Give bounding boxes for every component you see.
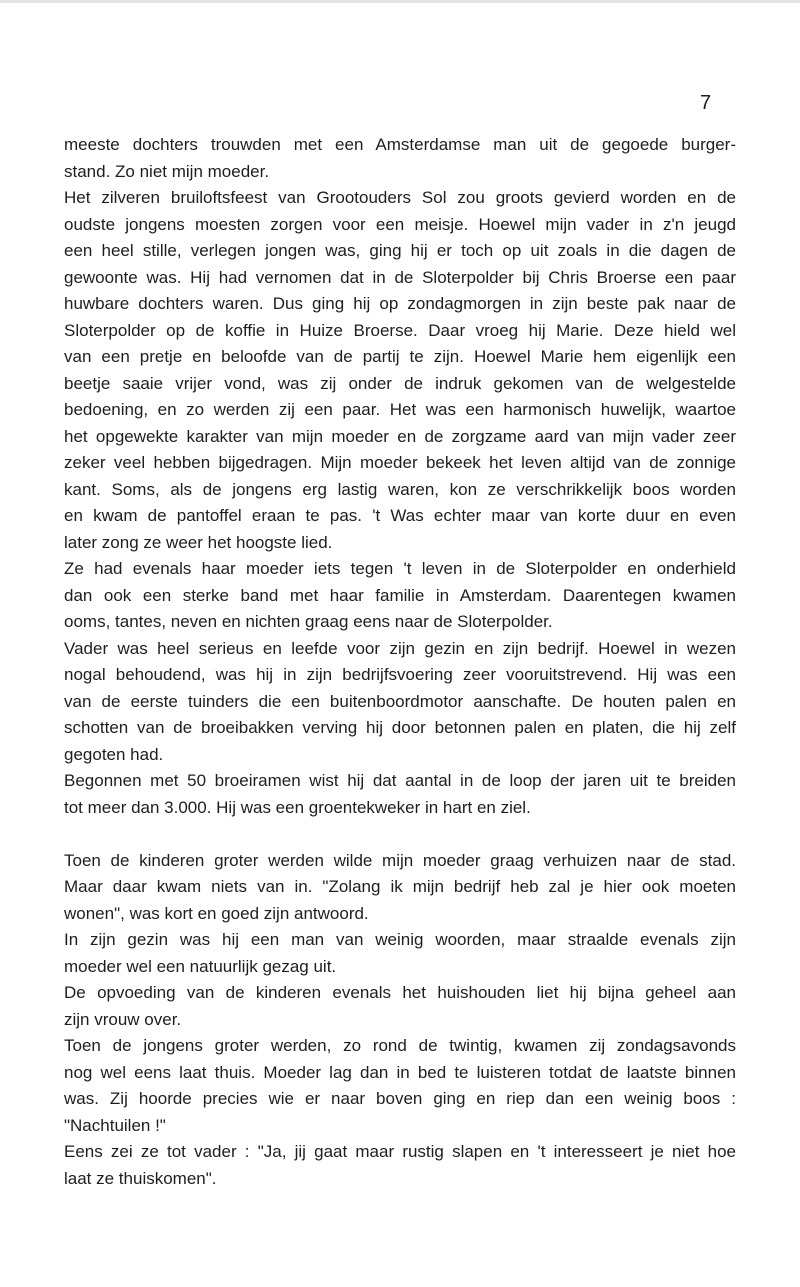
paragraph [64,1139,736,1192]
text-line: moeder wel een natuurlijk gezag uit. [64,956,337,976]
body-text [64,132,736,1192]
text-line: was. Zij hoorde precies wie er naar boven ging en riep dan een weinig boos : [64,1089,736,1108]
page-number: 7 [700,92,712,114]
text-line: later zong ze weer het hoogste lied. [64,532,333,552]
text-line: gewoonte was. Hij had vernomen dat in de Sloterpolder bij Chris Broerse een paar [64,267,736,287]
text-line: wonen", was kort en goed zijn antwoord. [64,903,369,923]
text-line: een heel stille, verlegen jongen was, ging hij er toch op uit zoals in die dagen de [64,241,736,260]
text-line: Het zilveren bruiloftsfeest van Grootouders Sol zou groots gevierd worden en de [64,188,736,207]
text-line: tot meer dan 3.000. Hij was een groentekweker in hart en ziel. [64,797,531,817]
text-line: en kwam de pantoffel eraan te pas. 't Was echter maar van korte duur en even [64,506,736,525]
text-line: Vader was heel serieus en leefde voor zijn gezin en zijn bedrijf. Hoewel in wezen [64,638,736,658]
text-line: beetje saaie vrijer vond, was zij onder de indruk gekomen van de welgestelde [64,373,736,393]
paragraph [64,636,736,769]
text-line: Ze had evenals haar moeder iets tegen 't leven in de Sloterpolder en onderhield [64,559,736,578]
text-line: meeste dochters trouwden met een Amsterdamse man uit de gegoede burger- [64,135,736,154]
text-line: Toen de kinderen groter werden wilde mijn moeder graag verhuizen naar de stad. [64,850,736,870]
text-line: oudste jongens moesten zorgen voor een meisje. Hoewel mijn vader in z'n jeugd [64,214,736,234]
paragraph [64,980,736,1033]
page-top-edge [0,0,800,3]
text-line: gegoten had. [64,744,164,764]
text-line: Begonnen met 50 broeiramen wist hij dat aantal in de loop der jaren uit te breiden [64,771,736,790]
paragraph [64,185,736,556]
text-line: stand. Zo niet mijn moeder. [64,161,270,181]
paragraph [64,768,736,821]
text-line: "Nachtuilen !" [64,1115,166,1135]
text-line: bedoening, en zo werden zij een paar. Het was een harmonisch huwelijk, waartoe [64,400,736,419]
paragraph [64,848,736,928]
paragraph [64,132,736,185]
text-line: zijn vrouw over. [64,1009,182,1029]
text-line: het opgewekte karakter van mijn moeder en de zorgzame aard van mijn vader zeer [64,426,736,446]
text-section [64,132,736,821]
paragraph [64,1033,736,1139]
text-line: ooms, tantes, neven en nichten graag eens naar de Sloterpolder. [64,612,553,631]
paragraph [64,556,736,636]
text-line: van een pretje en beloofde van de partij te zijn. Hoewel Marie hem eigenlijk een [64,347,736,366]
text-line: van de eerste tuinders die een buitenboordmotor aanschafte. De houten palen en [64,691,736,711]
text-line: nog wel eens laat thuis. Moeder lag dan in bed te luisteren totdat de laatste binnen [64,1062,736,1082]
text-line: In zijn gezin was hij een man van weinig woorden, maar straalde evenals zijn [64,930,736,949]
text-line: kant. Soms, als de jongens erg lastig waren, kon ze verschrikkelijk boos worden [64,479,736,499]
text-line: Toen de jongens groter werden, zo rond de twintig, kwamen zij zondagsavonds [64,1036,736,1055]
text-line: nogal behoudend, was hij in zijn bedrijfsvoering zeer vooruitstrevend. Hij was een [64,665,736,684]
text-line: laat ze thuiskomen". [64,1168,217,1188]
text-section [64,848,736,1193]
text-line: dan ook een sterke band met haar familie in Amsterdam. Daarentegen kwamen [64,585,736,605]
paragraph [64,927,736,980]
text-line: De opvoeding van de kinderen evenals het huishouden liet hij bijna geheel aan [64,983,736,1002]
text-line: Sloterpolder op de koffie in Huize Broerse. Daar vroeg hij Marie. Deze hield wel [64,320,736,340]
text-line: Maar daar kwam niets van in. "Zolang ik mijn bedrijf heb zal je hier ook moeten [64,877,736,896]
text-line: Eens zei ze tot vader : "Ja, jij gaat maar rustig slapen en 't interesseert je niet hoe [64,1142,736,1161]
text-line: huwbare dochters waren. Dus ging hij op zondagmorgen in zijn beste pak naar de [64,294,736,313]
text-line: schotten van de broeibakken verving hij door betonnen palen en platen, die hij zelf [64,718,736,737]
text-line: zeker veel hebben bijgedragen. Mijn moeder bekeek het leven altijd van de zonnige [64,453,736,472]
